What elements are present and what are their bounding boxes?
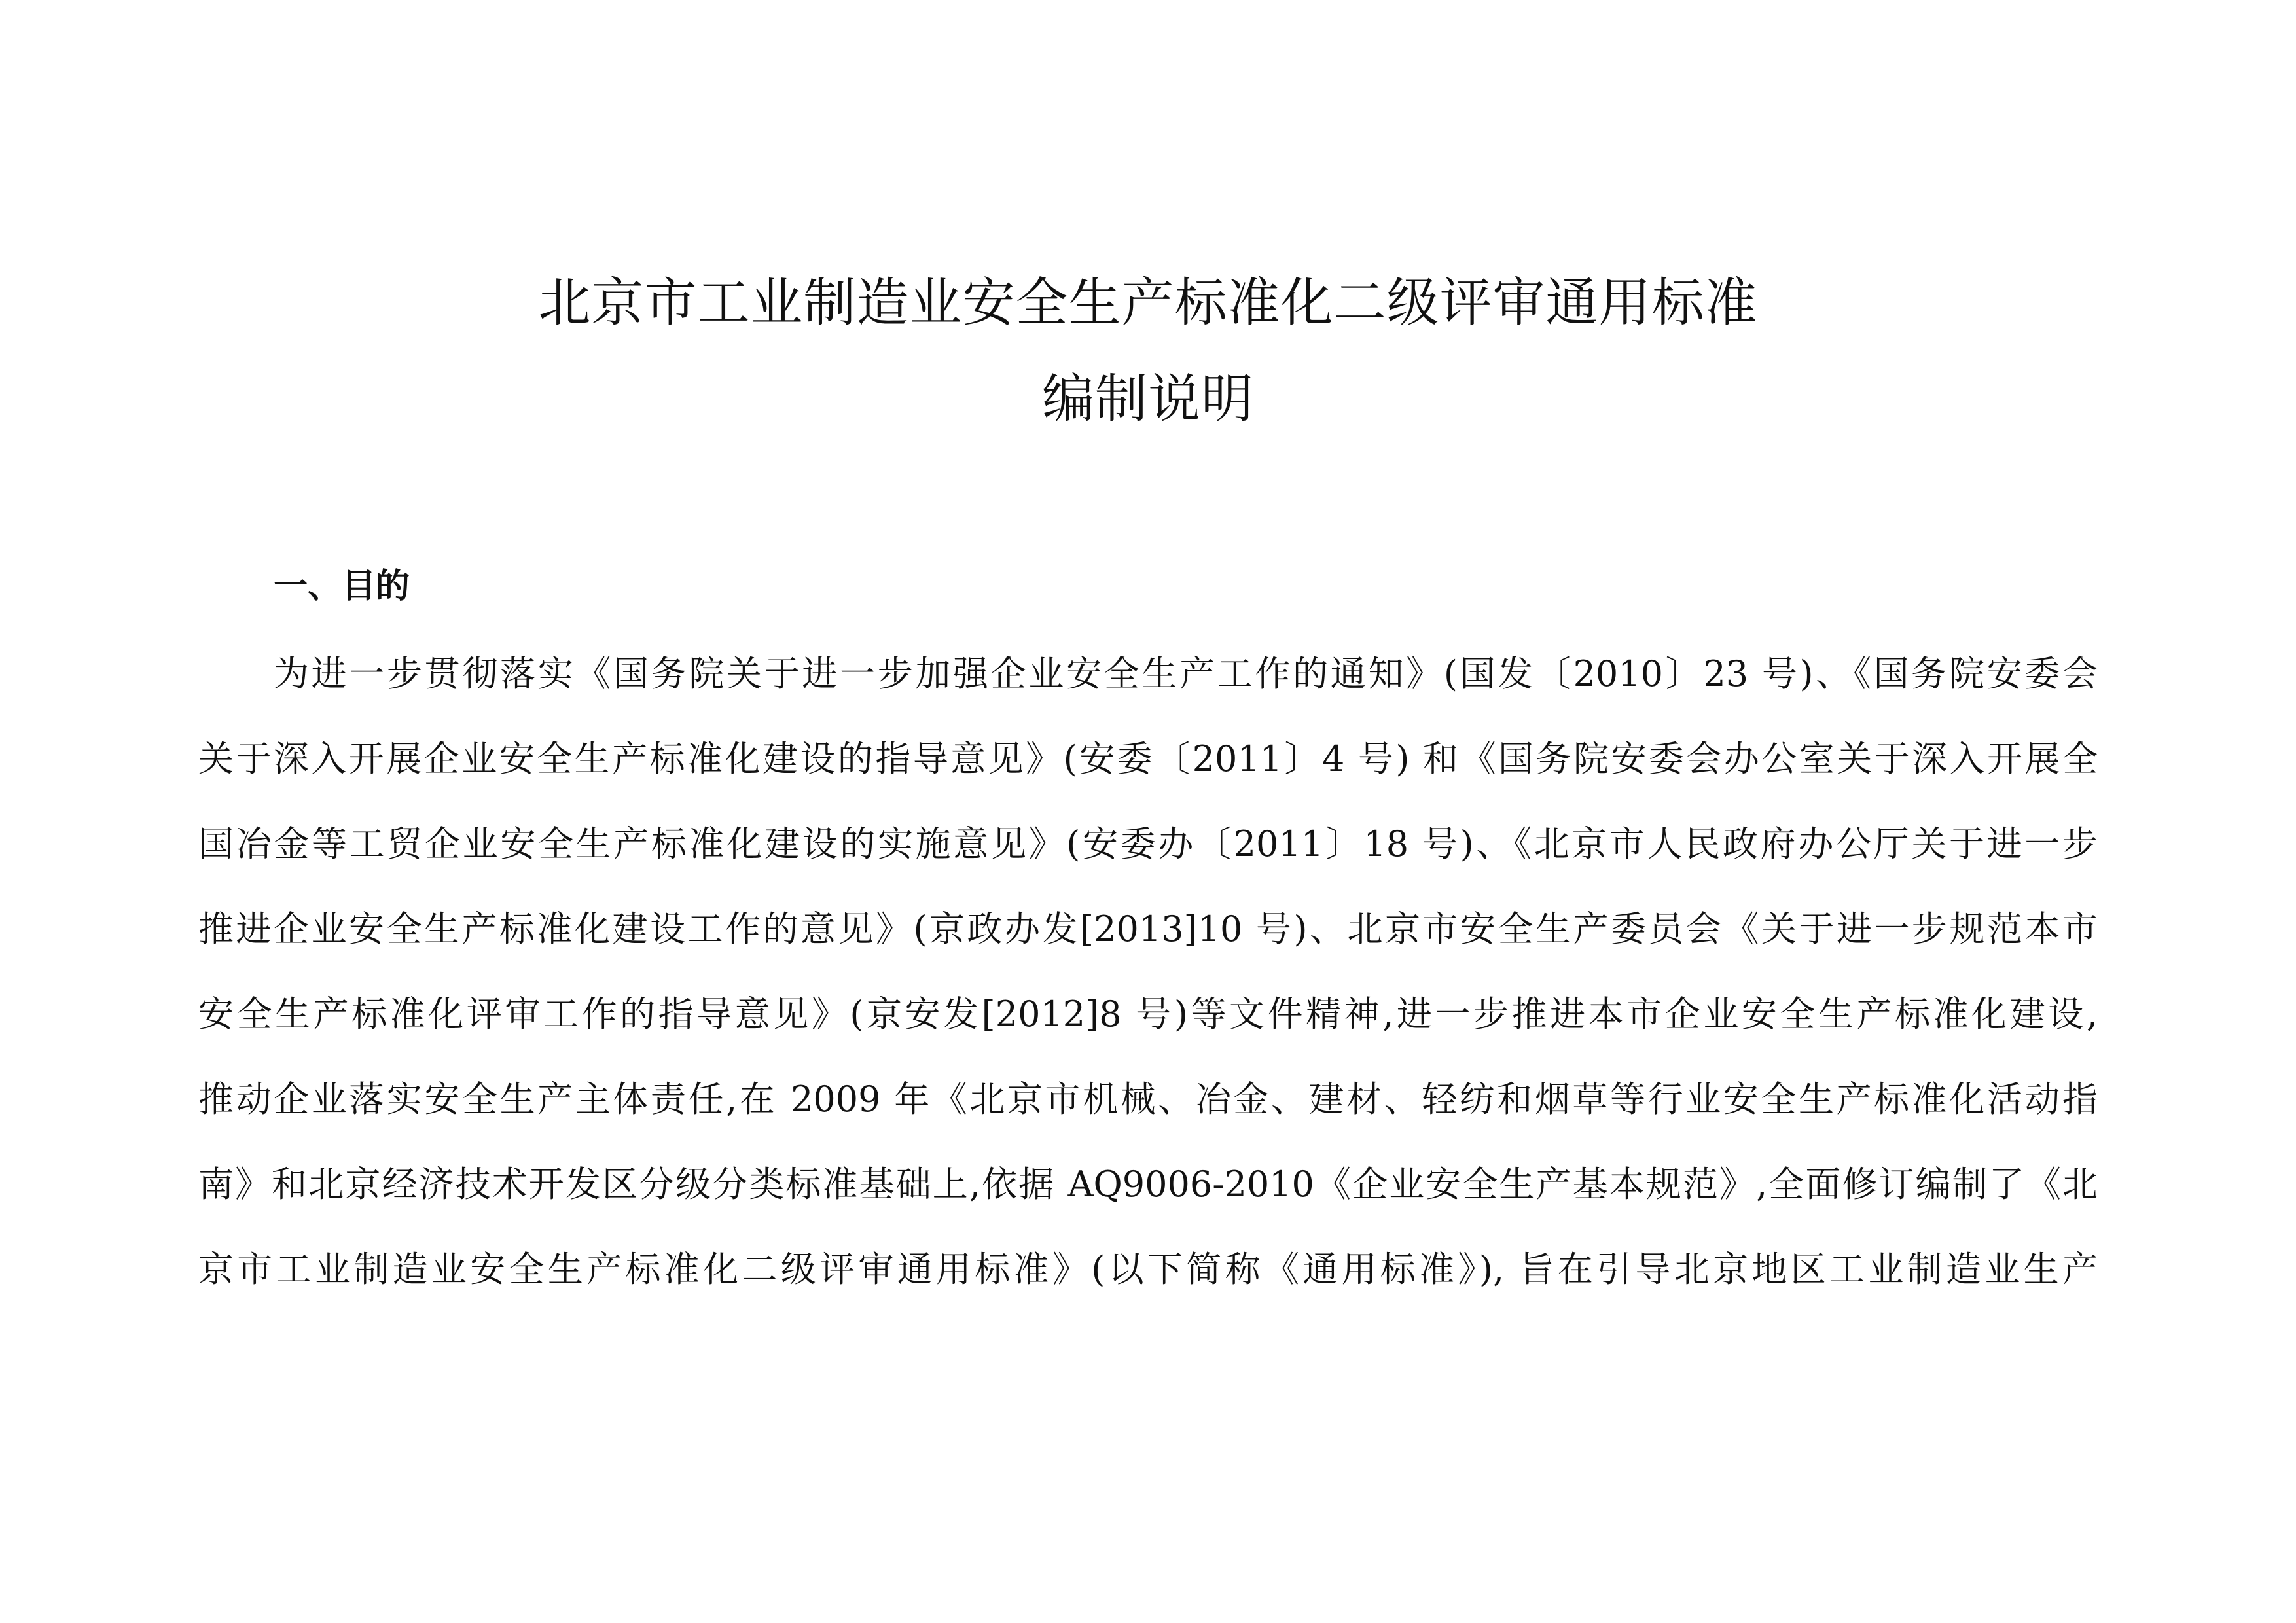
paragraph-line: 国冶金等工贸企业安全生产标准化建设的实施意见》(安委办〔2011〕18 号)、《北京市人民政府办公厅关于进一步 [198, 823, 2098, 865]
paragraph-line: 推进企业安全生产标准化建设工作的意见》(京政办发[2013]10 号)、北京市安全生产委员会《关于进一步规范本市 [198, 908, 2098, 950]
document-title: 北京市工业制造业安全生产标准化二级评审通用标准 [538, 272, 1758, 333]
paragraph-line: 南》和北京经济技术开发区分级分类标准基础上,依据 AQ9006-2010《企业安全生产基本规范》,全面修订编制了《北 [198, 1164, 2098, 1205]
paragraph-line: 为进一步贯彻落实《国务院关于进一步加强企业安全生产工作的通知》(国发〔2010〕23 号)、《国务院安委会 [274, 653, 2098, 694]
document-subtitle: 编制说明 [1042, 368, 1254, 429]
paragraph-line: 关于深入开展企业安全生产标准化建设的指导意见》(安委〔2011〕4 号) 和《国务院安委会办公室关于深入开展全 [198, 738, 2098, 779]
section-heading-purpose: 一、目的 [274, 567, 410, 606]
paragraph-line: 安全生产标准化评审工作的指导意见》(京安发[2012]8 号)等文件精神,进一步推进本市企业安全生产标准化建设, [198, 993, 2098, 1035]
paragraph-line: 京市工业制造业安全生产标准化二级评审通用标准》(以下简称《通用标准》), 旨在引导北京地区工业制造业生产 [198, 1249, 2098, 1290]
paragraph-line: 推动企业落实安全生产主体责任,在 2009 年《北京市机械、冶金、建材、轻纺和烟草等行业安全生产标准化活动指 [198, 1079, 2098, 1120]
